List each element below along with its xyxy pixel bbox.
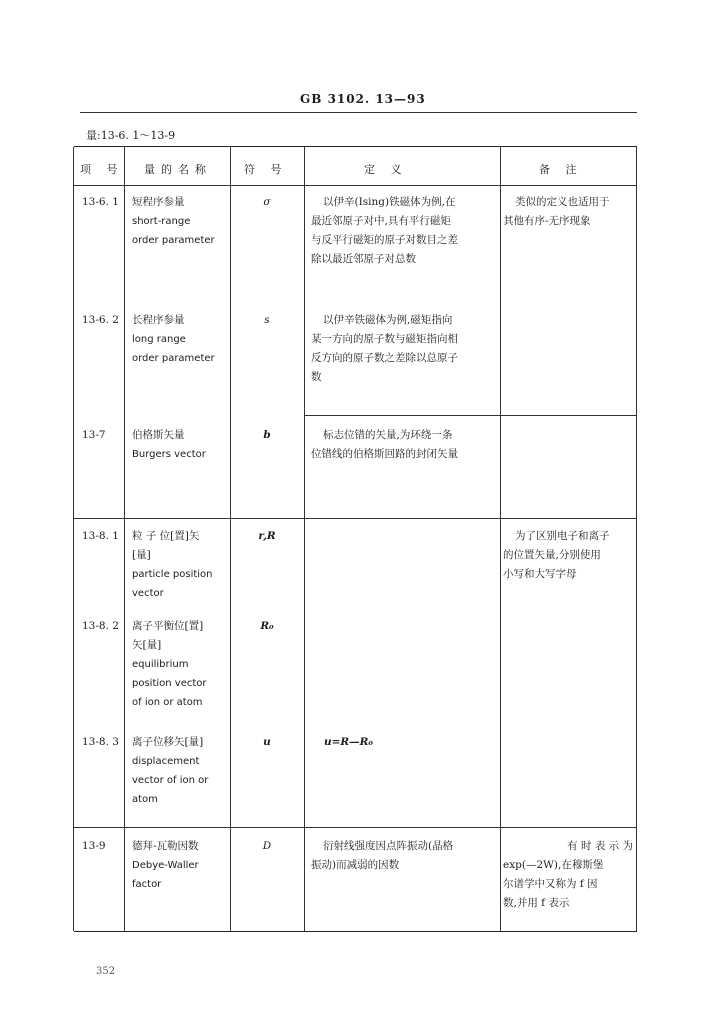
quantity-definition xyxy=(311,311,501,387)
remark-line: 有 时 表 示 为 xyxy=(567,840,633,852)
quantity-name xyxy=(132,193,236,250)
remark-line: 其他有序-无序现象 xyxy=(503,215,591,227)
definition-line: 某一方向的原子数与磁矩指向相 xyxy=(311,333,458,345)
quantity-name-en: of ion or atom xyxy=(132,697,203,708)
row-separator xyxy=(74,518,636,519)
definition-line: 振动)而减弱的因数 xyxy=(311,859,400,871)
definition-formula: u=R—R₀ xyxy=(324,736,373,748)
quantity-name xyxy=(132,311,236,368)
page-number: 352 xyxy=(96,966,116,977)
quantity-name xyxy=(132,837,236,894)
column-header-symbol: 符 号 xyxy=(244,163,288,176)
quantity-name-cn: 离子平衡位[置] xyxy=(132,620,204,632)
item-number: 13-8. 3 xyxy=(82,736,119,748)
column-header-remarks: 备 注 xyxy=(539,163,583,176)
quantity-name-en: order parameter xyxy=(132,235,215,246)
quantity-definition xyxy=(324,733,514,752)
quantity-symbol: σ xyxy=(263,196,271,208)
quantity-name xyxy=(132,617,236,712)
quantity-name-cn: 长程序参量 xyxy=(132,314,185,326)
remark-line: 为了区别电子和离子 xyxy=(515,530,610,542)
quantity-remark xyxy=(503,527,633,584)
quantity-name-en: factor xyxy=(132,879,162,890)
definition-line: 衍射线强度因点阵振动(晶格 xyxy=(323,840,454,852)
quantity-name xyxy=(132,527,236,603)
quantity-name-en: position vector xyxy=(132,678,207,689)
item-number: 13-6. 1 xyxy=(82,196,119,208)
quantity-name-cn: 伯格斯矢量 xyxy=(132,429,185,441)
table-border-left xyxy=(73,147,74,931)
quantity-name-en: vector of ion or xyxy=(132,775,209,786)
quantity-name-cn: 短程序参量 xyxy=(132,196,185,208)
definition-line: 数 xyxy=(311,371,322,383)
definition-line: 反方向的原子数之差除以总原子 xyxy=(311,352,458,364)
definition-line: 最近邻原子对中,具有平行磁矩 xyxy=(311,215,451,227)
quantity-remark xyxy=(503,837,633,913)
item-number: 13-9 xyxy=(82,840,106,852)
quantity-remark xyxy=(503,193,633,231)
remark-line: 尔谱学中又称为 f 因 xyxy=(503,878,598,890)
quantity-symbol: u xyxy=(263,736,271,748)
quantity-symbol: R₀ xyxy=(260,620,274,632)
quantity-symbol: D xyxy=(262,840,272,852)
quantity-name-cn: 德拜-瓦勒因数 xyxy=(132,840,199,852)
column-header-quantity-name: 量的名称 xyxy=(144,163,212,176)
remark-line: 数,并用 f 表示 xyxy=(503,897,570,909)
quantity-name-en: displacement xyxy=(132,756,200,767)
definition-line: 以伊辛铁磁体为例,磁矩指向 xyxy=(323,314,453,326)
column-header-definition: 定 义 xyxy=(364,163,408,176)
quantity-name-cn: 离子位移矢[量] xyxy=(132,736,204,748)
item-number: 13-8. 1 xyxy=(82,530,119,542)
remark-line: 小写和大写字母 xyxy=(503,568,577,580)
quantity-definition xyxy=(311,837,501,875)
definition-line: 除以最近邻原子对总数 xyxy=(311,253,416,265)
column-header-item-no: 项 号 xyxy=(80,163,124,176)
quantity-name-en: Debye-Waller xyxy=(132,860,199,871)
quantity-name xyxy=(132,733,236,809)
quantity-name-en: vector xyxy=(132,588,164,599)
item-number: 13-7 xyxy=(82,429,106,441)
remark-line: 类似的定义也适用于 xyxy=(515,196,610,208)
quantity-name-cn: 粒 子 位[置]矢 xyxy=(132,530,200,542)
quantity-name-en: long range xyxy=(132,334,186,345)
quantity-name-cn: [量] xyxy=(132,549,151,561)
quantity-symbol: s xyxy=(264,314,270,326)
definition-line: 与反平行磁矩的原子对数目之差 xyxy=(311,234,458,246)
row-separator xyxy=(304,415,636,416)
remark-line: exp(—2W),在穆斯堡 xyxy=(503,859,604,871)
table-caption: 量:13-6. 1～13-9 xyxy=(86,129,176,142)
quantities-table xyxy=(74,146,637,932)
quantity-name-en: equilibrium xyxy=(132,659,189,670)
header-separator xyxy=(74,185,636,186)
definition-line: 标志位错的矢量,为环绕一条 xyxy=(323,429,453,441)
quantity-symbol: r,R xyxy=(258,530,276,542)
quantity-name-en: Burgers vector xyxy=(132,449,206,460)
quantity-name-en: short-range xyxy=(132,216,191,227)
row-separator xyxy=(74,827,636,828)
remark-line: 的位置矢量,分别使用 xyxy=(503,549,601,561)
header-rule xyxy=(80,112,637,113)
definition-line: 位错线的伯格斯回路的封闭矢量 xyxy=(311,448,458,460)
quantity-name-cn: 矢[量] xyxy=(132,639,162,651)
quantity-name xyxy=(132,426,236,464)
table-border-right xyxy=(636,147,637,931)
standard-code-header: GB 3102. 13—93 xyxy=(300,92,426,106)
quantity-symbol: b xyxy=(263,429,271,441)
quantity-definition xyxy=(311,426,501,464)
quantity-name-en: particle position xyxy=(132,569,213,580)
quantity-name-en: atom xyxy=(132,794,158,805)
definition-line: 以伊辛(Ising)铁磁体为例,在 xyxy=(323,196,456,208)
item-number: 13-8. 2 xyxy=(82,620,119,632)
quantity-name-en: order parameter xyxy=(132,353,215,364)
item-number: 13-6. 2 xyxy=(82,314,119,326)
quantity-definition xyxy=(311,193,501,269)
column-divider xyxy=(304,147,305,931)
